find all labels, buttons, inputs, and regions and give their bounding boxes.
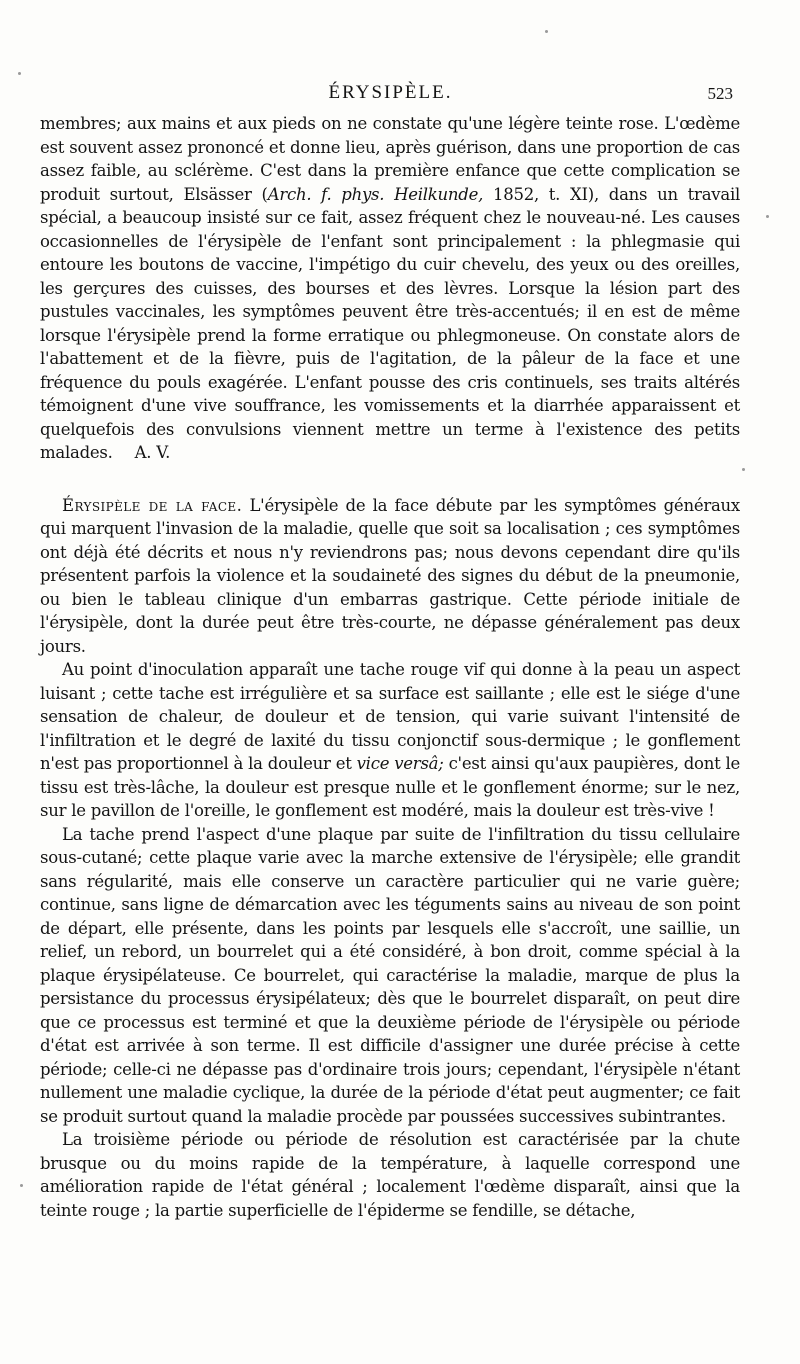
section-heading: Érysipèle de la face. — [62, 495, 243, 515]
paragraph-text: Au point d'inoculation apparaît une tache rouge vif qui donne à la peau un aspect luisant ; cette tache est irrégulière et sa surface est saillante ; elle est le siége d'une sensation de chaleur, de douleur et de tension, qui varie suivant l'intensité de l'infiltration et le degré de laxité du tissu conjonctif sous-dermique ; le gonflement n'est pas proportionnel à la douleur et — [40, 660, 740, 773]
paragraph-face-erysipelas — [40, 494, 740, 659]
paragraph-plaque — [40, 823, 740, 1129]
body-text — [40, 112, 740, 1222]
scan-speck — [20, 1184, 23, 1187]
paragraph-inoculation-point — [40, 658, 740, 823]
paragraph-text: La tache prend l'aspect d'une plaque par suite de l'infiltration du tissu cellulaire sous-cutané; cette plaque varie avec la marche extensive de l'érysipèle; elle grandit sans régularité, mais elle conserve un caractère particulier qui ne varie guère; continue, sans ligne de démarcation avec les téguments sains au niveau de son point de départ, elle présente, dans les points par lesquels elle s'accroît, une saillie, un relief, un rebord, un bourrelet qui a été considéré, à bon droit, comme spécial à la plaque érysipélateuse. Ce bourrelet, qui caractérise la maladie, marque de plus la persistance du processus érysipélateux; dès que le bourrelet disparaît, on peut dire que ce processus est terminé et que la deuxième période de l'érysipèle ou période d'état est arrivée à son terme. Il est difficile d'assigner une durée précise à cette période; celle-ci ne dépasse pas d'ordinaire trois jours; cependant, l'érysipèle n'étant nullement une maladie cyclique, la durée de la période d'état peut augmenter; ce fait se produit surtout quand la maladie procède par poussées successives subintrantes. — [40, 824, 740, 1126]
paragraph-text-continued: c'est ainsi qu'aux paupières, dont le tissu est très-lâche, la douleur est presque nulle et le gonflement énorme; sur le nez, sur le pavillon de l'oreille, le gonflement est modéré, mais la douleur est très-vive ! — [40, 754, 740, 820]
latin-phrase: vice versâ; — [356, 754, 444, 773]
running-head — [48, 82, 733, 108]
scan-speck — [18, 72, 21, 75]
scan-speck — [545, 30, 548, 33]
author-signature: A. V. — [134, 443, 171, 462]
paragraph-text: membres; aux mains et aux pieds on ne constate qu'une légère teinte rose. L'œdème est souvent assez prononcé et donne lieu, après guérison, dans une proportion de cas assez faible, au sclérème. C'est dans la première enfance que cette complication se produit surtout, Elsässer ( — [40, 114, 740, 204]
paragraph-text: L'érysipèle de la face débute par les symptômes généraux qui marquent l'invasion de la maladie, quelle que soit sa localisation ; ces symptômes ont déjà été décrits et nous n'y reviendrons pas; nous devons cependant dire qu'ils présentent parfois la violence et la soudaineté des signes du début de la pneumonie, ou bien le tableau clinique d'un embarras gastrique. Cette période initiale de l'érysipèle, dont la durée peut être très-courte, ne dépasse généralement pas deux jours. — [40, 495, 740, 656]
scan-speck — [766, 215, 769, 218]
paragraph-resolution — [40, 1128, 740, 1222]
paragraph-text: La troisième période ou période de résolution est caractérisée par la chute brusque ou du moins rapide de la température, à laquelle correspond une amélioration rapide de l'état général ; localement l'œdème disparaît, ainsi que la teinte rouge ; la partie superficielle de l'épiderme se fendille, se détache, — [40, 1130, 740, 1220]
journal-reference: Arch. f. phys. Heilkunde, — [267, 184, 484, 204]
scan-speck — [742, 468, 745, 471]
paragraph-infant-erysipelas — [40, 112, 740, 465]
running-title: ÉRYSIPÈLE. — [328, 82, 453, 103]
page-number: 523 — [707, 84, 733, 103]
paragraph-text-continued: 1852, t. XI), dans un travail spécial, a beaucoup insisté sur ce fait, assez fréquent chez le nouveau-né. Les causes occasionnelles de l'érysipèle de l'enfant sont principalement : la phlegmasie qui entoure les boutons de vaccine, l'impétigo du cuir chevelu, des yeux ou des oreilles, les gerçures des cuisses, des bourses et des lèvres. Lorsque la lésion part des pustules vaccinales, les symptômes peuvent être très-accentués; il en est de même lorsque l'érysipèle prend la forme erratique ou phlegmoneuse. On constate alors de l'abattement et de la fièvre, puis de l'agitation, de la pâleur de la face et une fréquence du pouls exagérée. L'enfant pousse des cris continuels, ses traits altérés témoignent d'une vive souffrance, les vomissements et la diarrhée apparaissent et quelquefois des convulsions viennent mettre un terme à l'existence des petits malades. — [40, 184, 740, 462]
